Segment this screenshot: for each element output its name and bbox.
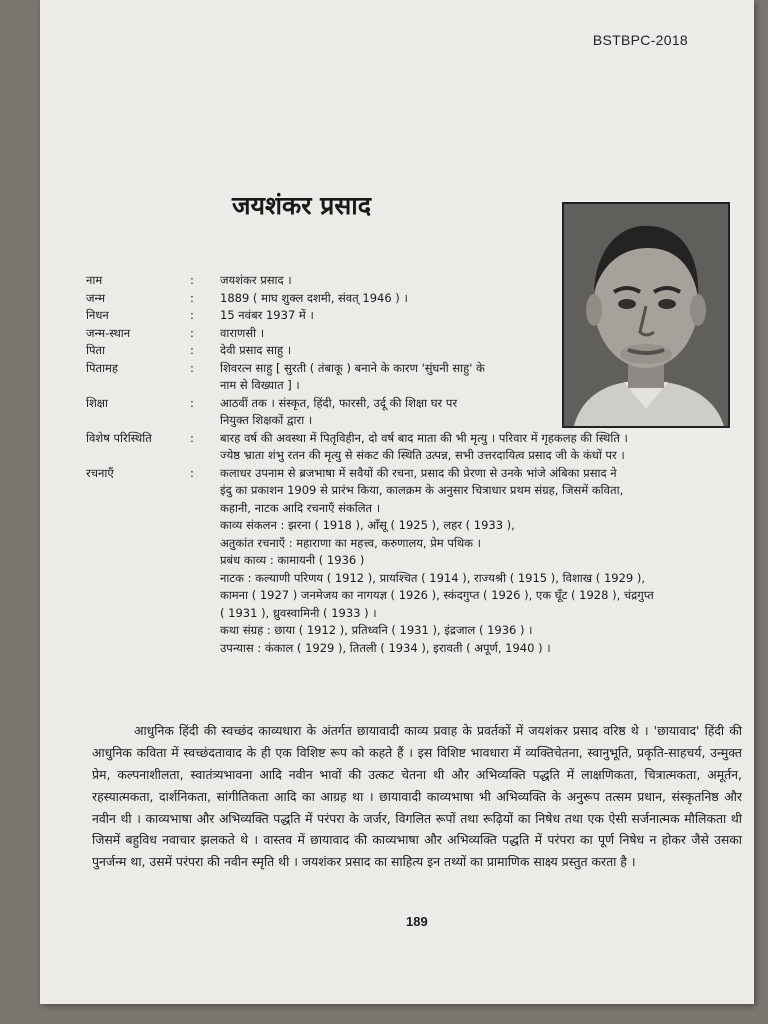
works-line: अतुकांत रचनाएँ : महाराणा का महत्त्व, करुणालय, प्रेम पथिक ।: [220, 535, 482, 550]
bio-value-line: नियुक्त शिक्षकों द्वारा ।: [220, 413, 313, 427]
chapter-title: जयशंकर प्रसाद: [232, 191, 372, 220]
works-line: प्रबंध काव्य : कामायनी ( 1936 ): [220, 553, 365, 567]
bio-colon: :: [190, 308, 194, 322]
bio-row-name: [86, 272, 738, 290]
bio-row-birth: [86, 290, 738, 308]
bio-value: [220, 465, 738, 658]
bio-row-birthplace: [86, 325, 738, 343]
bio-row-works: [86, 465, 738, 658]
bio-label: जन्म-स्थान: [86, 325, 131, 340]
document-page: [40, 0, 754, 1004]
bio-label: रचनाएँ: [86, 465, 114, 480]
bio-value-line: बारह वर्ष की अवस्था में पितृविहीन, दो वर्ष बाद माता की भी मृत्यु । परिवार में गृहकलह की स्थिति ।: [220, 430, 628, 445]
header-code: BSTBPC-2018: [592, 32, 688, 48]
bio-colon: :: [190, 430, 194, 445]
bio-value: जयशंकर प्रसाद ।: [220, 273, 292, 287]
works-line: ( 1931 ), ध्रुवस्वामिनी ( 1933 ) ।: [220, 605, 377, 620]
works-line: काव्य संकलन : झरना ( 1918 ), आँसू ( 1925 ), लहर ( 1933 ),: [220, 518, 515, 532]
bio-value: वाराणसी ।: [220, 325, 265, 340]
biographical-details: [86, 272, 738, 657]
bio-row-circumstances: [86, 430, 738, 465]
bio-row-father: [86, 342, 738, 360]
bio-value-line: शिवरत्न साहु [ सुरती ( तंबाकू ) बनाने के कारण 'सुंघनी साहु' के: [220, 360, 485, 375]
bio-row-grandfather: [86, 360, 738, 395]
bio-value: [220, 430, 738, 465]
bio-colon: :: [190, 395, 194, 410]
works-line: नाटक : कल्याणी परिणय ( 1912 ), प्रायश्चित ( 1914 ), राज्यश्री ( 1915 ), विशाख ( 1929 ),: [220, 570, 646, 585]
bio-colon: :: [190, 273, 194, 287]
works-line: कथा संग्रह : छाया ( 1912 ), प्रतिध्वनि ( 1931 ), इंद्रजाल ( 1936 ) ।: [220, 623, 533, 637]
bio-row-death: [86, 307, 738, 325]
bio-label: जन्म: [86, 290, 106, 305]
bio-value-line: ज्येष्ठ भ्राता शंभु रतन की मृत्यु से संकट की स्थिति उत्पन्न, सभी उत्तरदायित्व प्रसाद जी के कंधों पर ।: [220, 448, 625, 462]
bio-colon: :: [190, 465, 194, 480]
bio-colon: :: [190, 360, 194, 375]
bio-colon: :: [190, 325, 194, 340]
bio-label: शिक्षा: [86, 395, 109, 410]
works-line: कलाधर उपनाम से ब्रजभाषा में सवैयों की रचना, प्रसाद की प्रेरणा से उनके भांजे अंबिका प्रसाद ने: [220, 465, 617, 480]
bio-label: पिता: [86, 343, 106, 357]
bio-value: [220, 395, 540, 430]
bio-label: विशेष परिस्थिति: [86, 430, 152, 445]
page-number: 189: [406, 914, 428, 929]
bio-value: [220, 360, 540, 395]
bio-value-line: नाम से विख्यात ] ।: [220, 378, 300, 392]
bio-label: नाम: [86, 273, 103, 287]
works-line: कामना ( 1927 ) जनमेजय का नागयज्ञ ( 1926 ), स्कंदगुप्त ( 1926 ), एक घूँट ( 1928 ), चंद्रगुप्त: [220, 588, 654, 602]
bio-label: निधन: [86, 308, 109, 322]
bio-colon: :: [190, 343, 194, 357]
bio-value: 1889 ( माघ शुक्ल दशमी, संवत् 1946 ) ।: [220, 290, 408, 305]
bio-value-line: आठवीं तक । संस्कृत, हिंदी, फारसी, उर्दू की शिक्षा घर पर: [220, 395, 458, 410]
works-line: उपन्यास : कंकाल ( 1929 ), तितली ( 1934 ), इरावती ( अपूर्ण, 1940 ) ।: [220, 640, 551, 655]
bio-colon: :: [190, 290, 194, 305]
bio-value: 15 नवंबर 1937 में ।: [220, 308, 314, 322]
works-line: इंदु का प्रकाशन 1909 से प्रारंभ किया, कालक्रम के अनुसार चित्राधार प्रथम संग्रह, जिसमें कविता,: [220, 483, 624, 497]
works-line: कहानी, नाटक आदि रचनाएँ संकलित ।: [220, 500, 381, 515]
bio-value: देवी प्रसाद साहु ।: [220, 343, 292, 357]
intro-paragraph: आधुनिक हिंदी की स्वच्छंद काव्यधारा के अंतर्गत छायावादी काव्य प्रवाह के प्रवर्तकों में जयशंकर प्रसाद वरिष्ठ थे । 'छायावाद' हिंदी की आधुनिक कविता में स्वच्छंदतावाद के ही एक विशिष्ट रूप को कहते हैं । इस विशिष्ट भावधारा में व्यक्तिचेतना, स्वानुभूति, प्रकृति-साहचर्य, उन्मुक्त प्रेम, कल्पनाशीलता, स्वातंत्र्यभावना आदि नवीन भावों की उत्कट चेतना थी और अभिव्यक्ति पद्धति में लाक्षणिकता, चित्रात्मकता, अमूर्तन, रहस्यात्मकता, दार्शनिकता, सांगीतिकता आदि का आग्रह था । छायावादी काव्यभाषा भी अभिव्यक्ति के अनुरूप तत्सम प्रधान, संस्कृतनिष्ठ और नवीन थी । काव्यभाषा और अभिव्यक्ति पद्धति में परंपरा के जर्जर, विगलित रूपों तथा रूढ़ियों का निषेध तथा एक ऐसी सर्जनात्मक मौलिकता थी जिसमें बहुविध नवाचार झलकते थे । वास्तव में छायावाद की काव्यभाषा और अभिव्यक्ति पद्धति में परंपरा का पूर्ण निषेध न होकर जैसे उसका पुनर्जन्म था, उसमें परंपरा की नवीन स्मृति थी । जयशंकर प्रसाद का साहित्य इन तथ्यों का प्रामाणिक साक्ष्य प्रस्तुत करता है ।: [92, 723, 742, 870]
bio-label: पितामह: [86, 360, 119, 375]
bio-row-education: [86, 395, 738, 430]
